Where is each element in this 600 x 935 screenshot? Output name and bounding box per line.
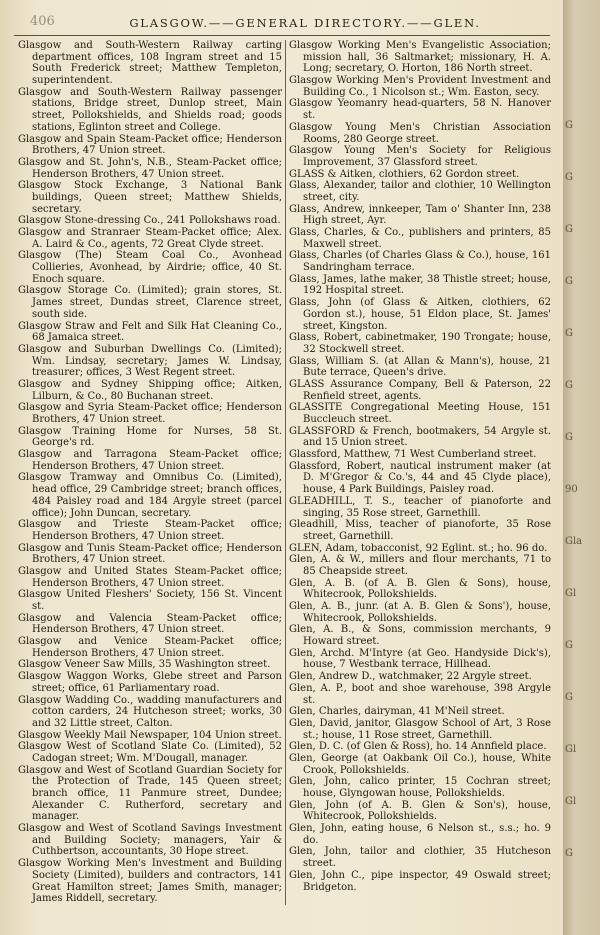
adjacent-page-fragment: Gla [565,536,583,547]
adjacent-page-fragment: G [565,848,573,859]
directory-entry: Glass, John (of Glass & Aitken, clothiers, 62 Gordon st.), house, 51 Eldon place, St. James' street, Kingston. [289,297,551,332]
directory-entry: Glasgow West of Scotland Slate Co. (Limited), 52 Cadogan street; Wm. M'Dougall, manager. [18,741,282,764]
directory-entry: Glasgow and Sydney Shipping office; Aitken, Lilburn, & Co., 80 Buchanan street. [18,378,282,402]
directory-entry: Glasgow and West of Scotland Savings Investment and Building Society; managers, Yair & Cuthbertson, accountants, 30 Hope street. [18,823,282,858]
directory-entry: Glass, Charles (of Charles Glass & Co.), house, 161 Sandringham terrace. [289,250,551,274]
header-rule [14,35,550,36]
directory-entry: Glasgow Storage Co. (Limited); grain stores, St. James street, Dundas street, Clarence street, south side. [18,285,282,320]
directory-entry: Glasgow Yeomanry head-quarters, 58 N. Hanover st. [289,98,551,122]
directory-entry: Glasgow (The) Steam Coal Co., Avonhead Collieries, Avonhead, by Airdrie; office, 40 St. Enoch square. [18,250,282,285]
directory-entry: Glen, John (of A. B. Glen & Son's), house, Whitecrook, Pollokshields. [289,799,551,823]
directory-entry: Glasgow Young Men's Society for Religious Improvement, 37 Glassford street. [289,145,551,168]
directory-entry: Glasgow United Fleshers' Society, 156 St. Vincent st. [18,589,282,612]
directory-entry: Glass, Alexander, tailor and clothier, 10 Wellington street, city. [289,180,551,203]
directory-entry: GLASSFORD & French, bootmakers, 54 Argyle st. and 15 Union street. [289,425,551,449]
adjacent-page-fragment: G [565,172,573,183]
directory-entry: GLEN, Adam, tobacconist, 92 Eglint. st.; ho. 96 do. [289,542,548,554]
directory-entry: Glassford, Matthew, 71 West Cumberland street. [289,449,537,461]
directory-entry: Glen, A. & W., millers and flour merchants, 71 to 85 Cheapside street. [289,554,551,577]
adjacent-page-edge [563,0,600,935]
directory-entry: Glasgow and Syria Steam-Packet office; Henderson Brothers, 47 Union street. [18,402,282,425]
directory-entry: Glasgow and West of Scotland Guardian Society for the Protection of Trade, 145 Queen street; branch office, 11 Panmure street, Dundee; Alexander C. Rutherford, secretary and manager. [18,764,282,823]
adjacent-page-fragment: G [565,120,573,131]
left-column [18,40,282,905]
directory-entry: Glass, Andrew, innkeeper, Tam o' Shanter Inn, 238 High street, Ayr. [289,203,551,227]
directory-entry: Glen, Archd. M'Intyre (at Geo. Handyside Dick's), house, 7 Westbank terrace, Hillhead. [289,647,551,671]
directory-entry: Glen, A. B. (of A. B. Glen & Sons), house, Whitecrook, Pollokshields. [289,577,551,601]
directory-entry: Glass, William S. (at Allan & Mann's), house, 21 Bute terrace, Queen's drive. [289,355,551,379]
directory-entry: Glasgow Wadding Co., wadding manufacturers and cotton carders, 24 Hutcheson street; works, 30 and 32 Little street, Calton. [18,694,282,729]
directory-entry: Glasgow and Trieste Steam-Packet office; Henderson Brothers, 47 Union street. [18,519,282,542]
directory-entry: Glasgow and Valencia Steam-Packet office; Henderson Brothers, 47 Union street. [18,612,282,636]
directory-entry: Glen, John, calico printer, 15 Cochran street; house, Glyngowan house, Pollokshields. [289,776,551,799]
directory-entry: Glass, James, lathe maker, 38 Thistle street; house, 192 Hospital street. [289,273,551,297]
directory-entry: Glasgow Young Men's Christian Association Rooms, 280 George street. [289,121,551,145]
adjacent-page-fragment: Gl [565,796,577,807]
directory-entry: Glasgow and South-Western Railway carting department offices, 108 Ingram street and 15 South Frederick street; Matthew Templeton, superintendent. [18,40,282,87]
directory-entry: Glass, Robert, cabinetmaker, 190 Trongate; house, 32 Stockwell street. [289,332,551,355]
directory-entry: Gleadhill, Miss, teacher of pianoforte, 35 Rose street, Garnethill. [289,519,551,542]
directory-entry: Glasgow and United States Steam-Packet office; Henderson Brothers, 47 Union street. [18,565,282,589]
directory-entry: Glasgow and Spain Steam-Packet office; Henderson Brothers, 47 Union street. [18,133,282,157]
adjacent-page-fragment: G [565,224,573,235]
directory-entry: Glen, John C., pipe inspector, 49 Oswald street; Bridgeton. [289,869,551,893]
directory-entry: Glen, David, janitor, Glasgow School of Art, 3 Rose st.; house, 11 Rose street, Garnethill. [289,717,551,741]
directory-entry: Glasgow Tramway and Omnibus Co. (Limited), head office, 29 Cambridge street; branch offices, 484 Paisley road and 184 Argyle street (parcel office); John Duncan, secretary. [18,472,282,519]
directory-entry: Glasgow Weekly Mail Newspaper, 104 Union street. [18,729,282,741]
adjacent-page-fragment: G [565,640,573,651]
directory-entry: GLASS & Aitken, clothiers, 62 Gordon street. [289,168,520,180]
directory-entry: Glasgow Veneer Saw Mills, 35 Washington street. [18,659,271,671]
directory-entry: Glasgow and Stranraer Steam-Packet office; Alex. A. Laird & Co., agents, 72 Great Clyde street. [18,227,282,250]
directory-entry: Glasgow and Venice Steam-Packet office; Henderson Brothers, 47 Union street. [18,636,282,659]
directory-entry: Glasgow Straw and Felt and Silk Hat Cleaning Co., 68 Jamaica street. [18,320,282,344]
directory-entry: Glen, A. P., boot and shoe warehouse, 398 Argyle st. [289,682,551,706]
adjacent-page-fragment: G [565,432,573,443]
adjacent-page-fragment: Gl [565,744,577,755]
directory-entry: Glasgow Stone-dressing Co., 241 Pollokshaws road. [18,215,281,227]
directory-entry: Glen, D. C. (of Glen & Ross), ho. 14 Annfield place. [289,741,547,753]
directory-entry: Glen, John, eating house, 6 Nelson st., s.s.; ho. 9 do. [289,823,551,846]
directory-entry: Glen, Charles, dairyman, 41 M'Neil street. [289,706,505,718]
directory-entry: GLASSITE Congregational Meeting House, 151 Buccleuch street. [289,402,551,425]
directory-entry: GLASS Assurance Company, Bell & Paterson, 22 Renfield street, agents. [289,378,551,402]
directory-entry: Glasgow Working Men's Evangelistic Association; mission hall, 36 Saltmarket; missionary, H. A. Long; secretary, O. Horton, 186 North street. [289,40,551,75]
directory-entry: Glen, George (at Oakbank Oil Co.), house, White Crook, Pollokshields. [289,752,551,776]
directory-entry: Glen, John, tailor and clothier, 35 Hutcheson street. [289,846,551,870]
directory-entry: GLEADHILL, T. S., teacher of pianoforte and singing, 35 Rose street, Garnethill. [289,495,551,519]
directory-entry: Glen, A. B., junr. (at A. B. Glen & Sons'), house, Whitecrook, Pollokshields. [289,601,551,624]
adjacent-page-fragment: Gl [565,588,577,599]
adjacent-page-fragment: G [565,276,573,287]
page-number: 406 [30,14,55,29]
directory-entry: Glen, Andrew D., watchmaker, 22 Argyle street. [289,671,532,683]
column-divider [285,40,286,905]
adjacent-page-fragment: G [565,328,573,339]
directory-entry: Glasgow and Suburban Dwellings Co. (Limited); Wm. Lindsay, secretary; James W. Lindsay, treasurer; offices, 3 West Regent street. [18,343,282,379]
directory-entry: Glass, Charles, & Co., publishers and printers, 85 Maxwell street. [289,227,551,250]
directory-entry: Glasgow and South-Western Railway passenger stations, Bridge street, Dunlop street, Main street, Pollokshields, and Shields road; goods stations, Eglinton street and College. [18,86,282,133]
directory-entry: Glasgow Training Home for Nurses, 58 St. George's rd. [18,425,282,449]
running-header: GLASGOW.——GENERAL DIRECTORY.——GLEN. [129,16,481,30]
directory-entry: Glassford, Robert, nautical instrument maker (at D. M'Gregor & Co.'s, 44 and 45 Clyde place), house, 4 Park Buildings, Paisley road. [289,460,551,496]
directory-entry: Glasgow Waggon Works, Glebe street and Parson street; office, 61 Parliamentary road. [18,671,282,694]
right-column [289,40,551,893]
directory-entry: Glen, A. B., & Sons, commission merchants, 9 Howard street. [289,624,551,648]
adjacent-page-fragment: 90 [565,484,578,495]
directory-entry: Glasgow and Tarragona Steam-Packet office; Henderson Brothers, 47 Union street. [18,449,282,472]
directory-entry: Glasgow Working Men's Investment and Building Society (Limited), builders and contractors, 141 Great Hamilton street; James Smith, manager; James Riddell, secretary. [18,858,282,905]
adjacent-page-fragment: G [565,692,573,703]
directory-entry: Glasgow and St. John's, N.B., Steam-Packet office; Henderson Brothers, 47 Union street. [18,156,282,180]
adjacent-page-fragment: G [565,380,573,391]
directory-entry: Glasgow Stock Exchange, 3 National Bank buildings, Queen street; Matthew Shields, secretary. [18,180,282,215]
directory-entry: Glasgow Working Men's Provident Investment and Building Co., 1 Nicolson st.; Wm. Easton, secy. [289,75,551,98]
directory-entry: Glasgow and Tunis Steam-Packet office; Henderson Brothers, 47 Union street. [18,542,282,566]
